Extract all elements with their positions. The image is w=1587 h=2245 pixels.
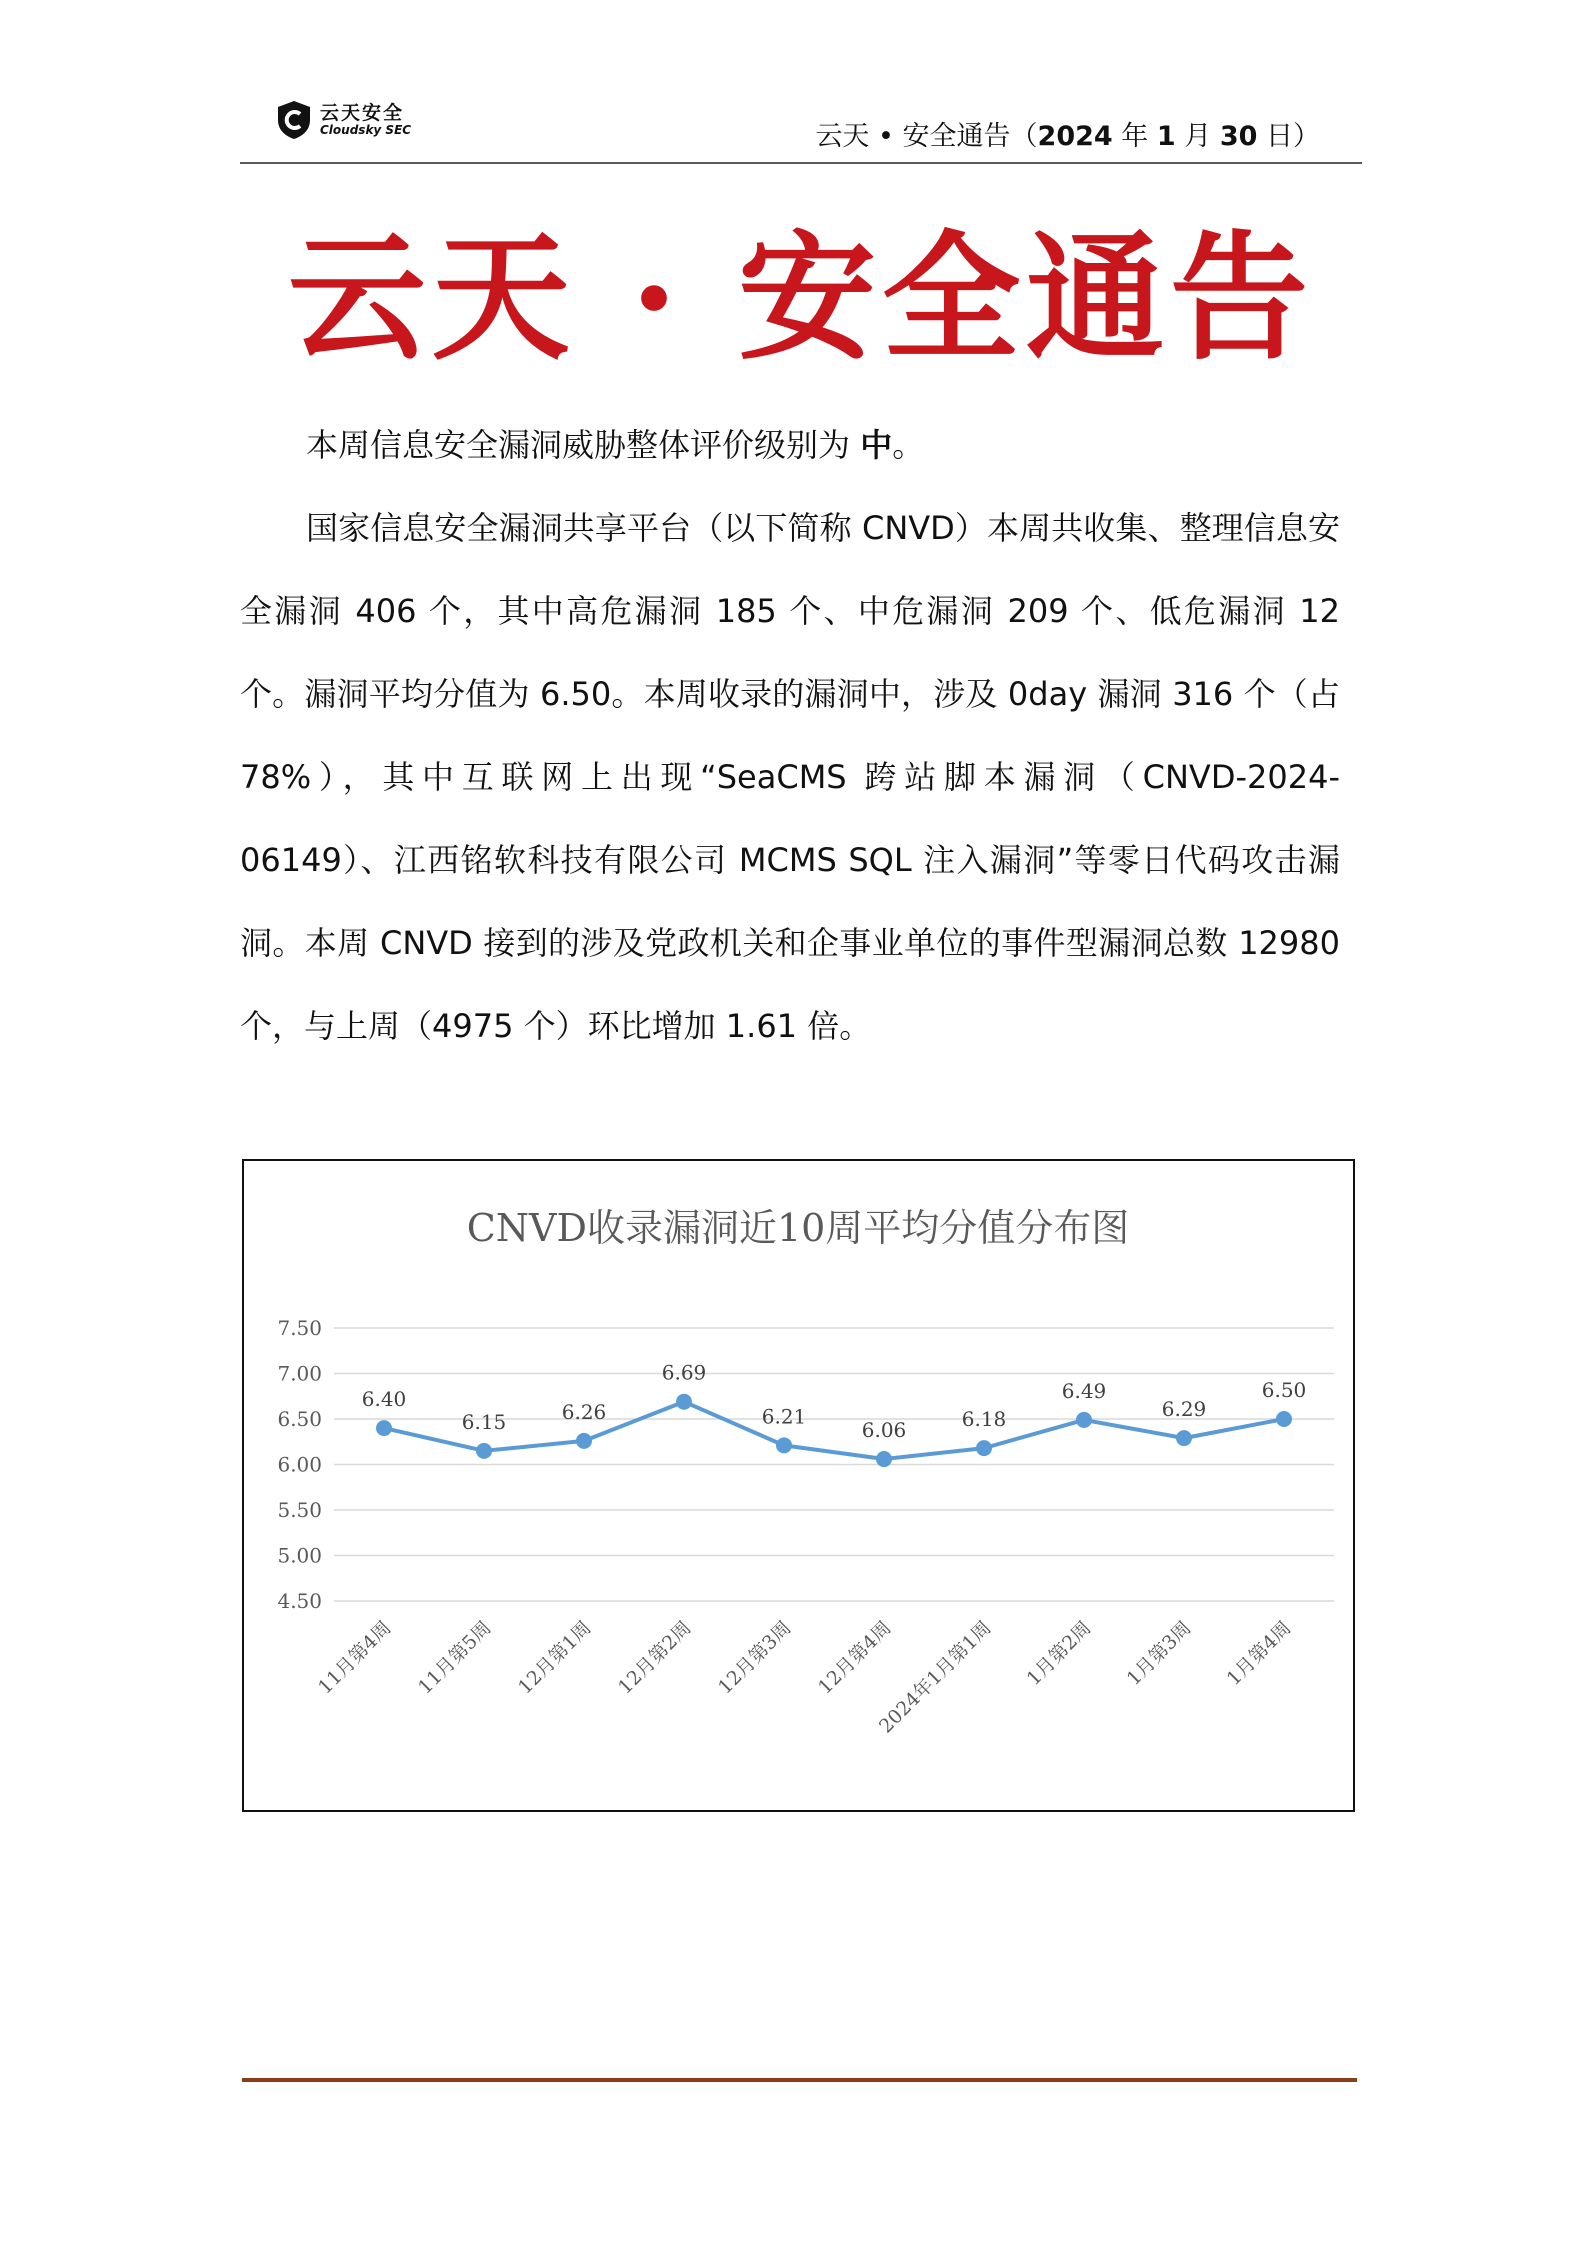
data-label: 6.18 — [961, 1407, 1007, 1432]
data-label: 6.15 — [461, 1409, 507, 1434]
logo-english-name: Cloudsky SEC — [320, 123, 412, 137]
data-point — [977, 1441, 992, 1456]
x-tick-label: 11月第4周 — [314, 1616, 396, 1699]
y-tick-label: 4.50 — [277, 1589, 322, 1613]
header-year-unit: 年 — [1112, 121, 1157, 152]
data-label: 6.26 — [561, 1399, 607, 1424]
data-point — [377, 1421, 392, 1436]
chart-frame — [242, 1159, 1355, 1812]
y-tick-label: 6.00 — [277, 1452, 322, 1477]
header-year: 2024 — [1037, 121, 1113, 152]
x-tick-label: 1月第2周 — [1022, 1616, 1096, 1690]
threat-level-text: 本周信息安全漏洞威胁整体评价级别为 — [306, 426, 861, 464]
data-label: 6.29 — [1161, 1397, 1207, 1422]
header-title — [815, 114, 1320, 153]
chart-title: CNVD收录漏洞近10周平均分值分布图 — [466, 1206, 1130, 1250]
x-tick-label: 11月第5周 — [414, 1616, 496, 1699]
y-tick-label: 6.50 — [277, 1407, 322, 1431]
data-point — [1077, 1412, 1092, 1427]
series-line — [384, 1399, 1284, 1459]
header-month-unit: 月 — [1175, 121, 1220, 152]
data-point — [677, 1394, 692, 1409]
data-label: 6.49 — [1061, 1378, 1107, 1403]
y-tick-label: 7.50 — [277, 1316, 322, 1340]
x-tick-label: 12月第1周 — [514, 1616, 596, 1699]
y-tick-label: 7.00 — [277, 1361, 322, 1386]
data-label: 6.40 — [361, 1387, 407, 1412]
data-label: 6.06 — [861, 1418, 907, 1443]
threat-level-paragraph — [240, 404, 1340, 487]
notice-body — [240, 404, 1340, 1068]
header-day: 30 — [1219, 121, 1258, 152]
header-month: 1 — [1156, 121, 1176, 152]
data-point — [577, 1433, 592, 1448]
x-tick-label: 12月第3周 — [714, 1616, 796, 1699]
data-label: 6.69 — [661, 1360, 707, 1385]
data-point — [1177, 1431, 1192, 1446]
avg-score-line-chart — [244, 1161, 1352, 1809]
cloudsky-logo — [276, 96, 446, 148]
header-title-prefix: 云天 • 安全通告（ — [815, 121, 1038, 152]
logo-chinese-name: 云天安全 — [320, 102, 405, 124]
summary-paragraph: 国家信息安全漏洞共享平台（以下简称 CNVD）本周共收集、整理信息安全漏洞 406 个，其中高危漏洞 185 个、中危漏洞 209 个、低危漏洞 12 个。漏洞平均分值为 6.50。本周收录的漏洞中，涉及 0day 漏洞 316 个（占 78%），其中互联网上出现“SeaCMS 跨站脚本漏洞（CNVD-2024-06149）、江西铭软科技有限公司 MCMS SQL 注入漏洞”等零日代码攻击漏洞。本周 CNVD 接到的涉及党政机关和企事业单位的事件型漏洞总数 12980 个，与上周（4975 个）环比增加 1.61 倍。 — [240, 509, 1340, 1045]
threat-level-value: 中 — [860, 426, 893, 464]
footer-rule — [242, 2078, 1357, 2082]
data-point — [877, 1452, 892, 1467]
y-tick-label: 5.00 — [277, 1543, 322, 1568]
shield-logo-icon — [276, 100, 312, 140]
x-tick-label: 2024年1月第1周 — [874, 1616, 996, 1738]
data-point — [477, 1443, 492, 1458]
x-tick-label: 1月第3周 — [1122, 1616, 1196, 1690]
y-tick-label: 5.50 — [277, 1498, 322, 1522]
data-point — [1277, 1412, 1292, 1427]
x-tick-label: 12月第2周 — [614, 1616, 696, 1699]
page-header — [240, 96, 1362, 164]
x-tick-label: 1月第4周 — [1222, 1616, 1296, 1690]
data-label: 6.50 — [1261, 1378, 1307, 1402]
main-title: 云天 · 安全通告 — [287, 216, 1315, 379]
x-tick-label: 12月第4周 — [814, 1616, 896, 1699]
header-day-unit: 日） — [1257, 121, 1320, 152]
threat-level-end: 。 — [892, 426, 925, 464]
data-label: 6.21 — [761, 1404, 807, 1429]
data-point — [777, 1438, 792, 1453]
